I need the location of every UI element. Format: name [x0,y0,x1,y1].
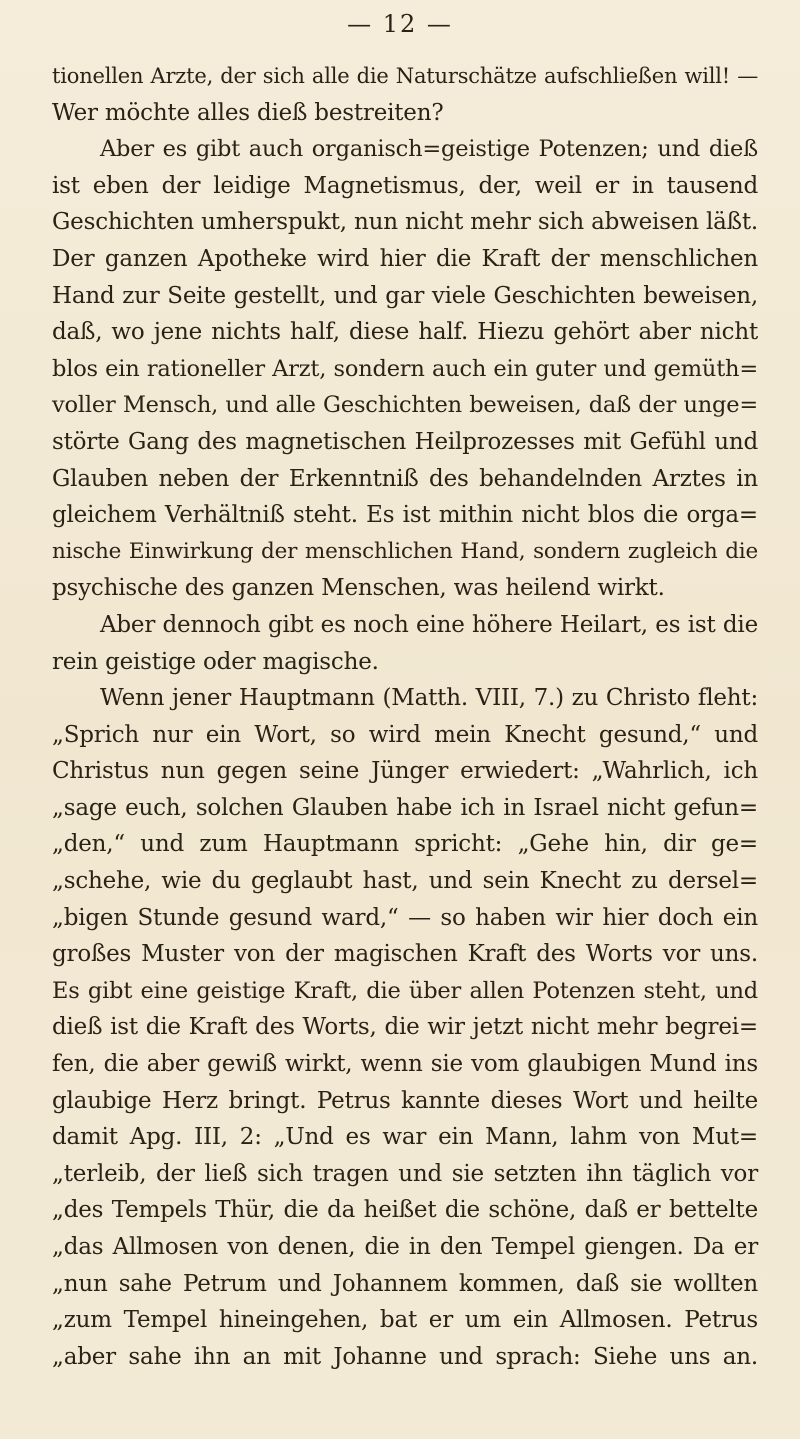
text-line: Glauben neben der Erkenntniß des behandelnden Arztes in [52,465,758,492]
text-line: glaubige Herz bringt. Petrus kannte dieses Wort und heilte [52,1087,758,1114]
text-line: dieß ist die Kraft des Worts, die wir jetzt nicht mehr begrei= [52,1014,758,1041]
text-line: rein geistige oder magische. [52,648,379,675]
text-line: nische Einwirkung der menschlichen Hand, sondern zugleich die [52,538,758,564]
text-line: Christus nun gegen seine Jünger erwiedert: „Wahrlich, ich [52,758,758,785]
text-line: blos ein rationeller Arzt, sondern auch ein guter und gemüth= [52,355,758,382]
text-line: „des Tempels Thür, die da heißet die schöne, daß er bettelte [52,1197,758,1224]
text-line: Der ganzen Apotheke wird hier die Kraft der menschlichen [52,245,758,272]
text-line: ist eben der leidige Magnetismus, der, weil er in tausend [52,172,758,199]
page-number: — 12 — [347,10,453,38]
text-line: fen, die aber gewiß wirkt, wenn sie vom glaubigen Mund ins [52,1051,758,1078]
text-line: Aber es gibt auch organisch=geistige Potenzen; und dieß [100,136,758,163]
text-line: „zum Tempel hineingehen, bat er um ein Allmosen. Petrus [52,1307,758,1334]
text-line: gleichem Verhältniß steht. Es ist mithin nicht blos die orga= [52,502,758,529]
text-line: störte Gang des magnetischen Heilprozesses mit Gefühl und [52,428,758,455]
text-line: voller Mensch, und alle Geschichten beweisen, daß der unge= [52,392,758,419]
text-line: damit Apg. III, 2: „Und es war ein Mann, lahm von Mut= [52,1124,758,1151]
text-line: Geschichten umherspukt, nun nicht mehr sich abweisen läßt. [52,209,758,236]
text-line: „Sprich nur ein Wort, so wird mein Knecht gesund,“ und [52,721,758,748]
text-line: „schehe, wie du geglaubt hast, und sein Knecht zu dersel= [52,868,758,895]
text-line: psychische des ganzen Menschen, was heilend wirkt. [52,575,665,602]
body-text [52,58,758,1375]
text-line: „den,“ und zum Hauptmann spricht: „Gehe hin, dir ge= [52,831,758,858]
text-line: Aber dennoch gibt es noch eine höhere Heilart, es ist die [100,611,758,638]
text-line: Es gibt eine geistige Kraft, die über allen Potenzen steht, und [52,977,758,1004]
text-line: „das Allmosen von denen, die in den Tempel giengen. Da er [52,1234,758,1260]
text-line: daß, wo jene nichts half, diese half. Hiezu gehört aber nicht [52,319,758,346]
text-line: „bigen Stunde gesund ward,“ — so haben wir hier doch ein [52,904,758,931]
text-line: „terleib, der ließ sich tragen und sie setzten ihn täglich vor [52,1160,758,1187]
text-line: Wer möchte alles dieß bestreiten? [52,99,444,126]
text-line: Wenn jener Hauptmann (Matth. VIII, 7.) zu Christo fleht: [100,685,758,712]
text-line: „nun sahe Petrum und Johannem kommen, daß sie wollten [52,1270,758,1297]
text-line: „aber sahe ihn an mit Johanne und sprach: Siehe uns an. [52,1343,758,1370]
text-line: tionellen Arzte, der sich alle die Naturschätze aufschließen will! — [52,64,758,88]
text-line: großes Muster von der magischen Kraft des Worts vor uns. [52,941,758,968]
text-line: „sage euch, solchen Glauben habe ich in Israel nicht gefun= [52,794,758,821]
text-line: Hand zur Seite gestellt, und gar viele Geschichten beweisen, [52,282,758,309]
